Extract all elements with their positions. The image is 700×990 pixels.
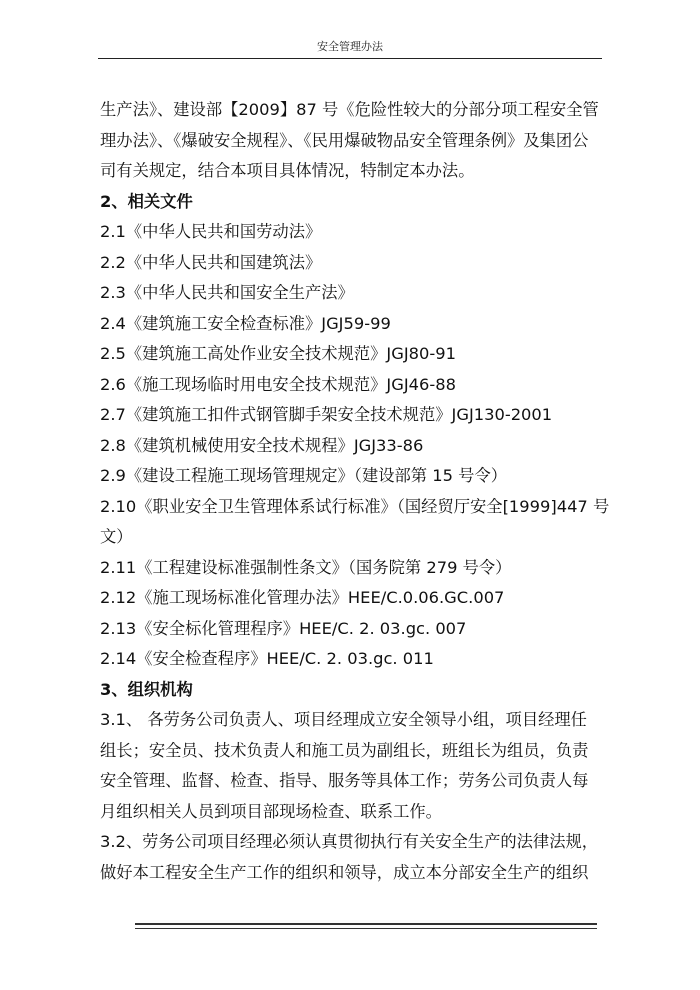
- body-line: 2.6《施工现场临时用电安全技术规范》JGJ46-88: [100, 374, 456, 394]
- body-line: 2.12《施工现场标准化管理办法》HEE/C.0.06.GC.007: [100, 588, 505, 607]
- body-line: 月组织相关人员到项目部现场检查、联系工作。: [100, 801, 442, 821]
- body-line: 2.8《建筑机械使用安全技术规程》JGJ33-86: [100, 435, 424, 455]
- page-header-title: 安全管理办法: [317, 40, 383, 53]
- section-heading: 3、组织机构: [100, 679, 193, 699]
- body-line: 文）: [100, 527, 133, 546]
- footer-divider-thin: [135, 928, 597, 929]
- body-line: 2.14《安全检查程序》HEE/C. 2. 03.gc. 011: [100, 649, 434, 668]
- body-line: 做好本工程安全生产工作的组织和领导，成立本分部安全生产的组织: [100, 862, 589, 882]
- body-line: 安全管理、监督、检查、指导、服务等具体工作；劳务公司负责人每: [100, 771, 589, 790]
- footer-divider: [135, 923, 597, 925]
- body-line: 组长；安全员、技术负责人和施工员为副组长，班组长为组员，负责: [100, 740, 589, 760]
- body-line: 3.1、 各劳务公司负责人、项目经理成立安全领导小组，项目经理任: [100, 710, 587, 729]
- body-line: 2.13《安全标化管理程序》HEE/C. 2. 03.gc. 007: [100, 618, 467, 638]
- body-line: 2.10《职业安全卫生管理体系试行标准》（国经贸厅安全[1999]447 号: [100, 496, 610, 516]
- body-line: 理办法》、《爆破安全规程》、《民用爆破物品安全管理条例》及集团公: [100, 130, 589, 150]
- body-line: 2.7《建筑施工扣件式钢管脚手架安全技术规范》JGJ130-2001: [100, 405, 553, 424]
- body-line: 2.4《建筑施工安全检查标准》JGJ59-99: [100, 313, 391, 333]
- body-line: 3.2、劳务公司项目经理必须认真贯彻执行有关安全生产的法律法规，: [100, 832, 599, 851]
- body-line: 生产法》、建设部【2009】87 号《危险性较大的分部分项工程安全管: [100, 100, 599, 119]
- section-heading: 2、相关文件: [100, 191, 193, 211]
- body-line: 2.2《中华人民共和国建筑法》: [100, 252, 322, 272]
- body-line: 2.1《中华人民共和国劳动法》: [100, 222, 322, 241]
- body-line: 2.11《工程建设标准强制性条文》（国务院第 279 号令）: [100, 557, 512, 577]
- body-line: 司有关规定，结合本项目具体情况，特制定本办法。: [100, 161, 475, 180]
- body-line: 2.5《建筑施工高处作业安全技术规范》JGJ80-91: [100, 344, 456, 363]
- body-line: 2.3《中华人民共和国安全生产法》: [100, 283, 354, 302]
- document-body: [100, 95, 610, 888]
- body-line: 2.9《建设工程施工现场管理规定》（建设部第 15 号令）: [100, 466, 508, 485]
- header-divider: [98, 58, 602, 59]
